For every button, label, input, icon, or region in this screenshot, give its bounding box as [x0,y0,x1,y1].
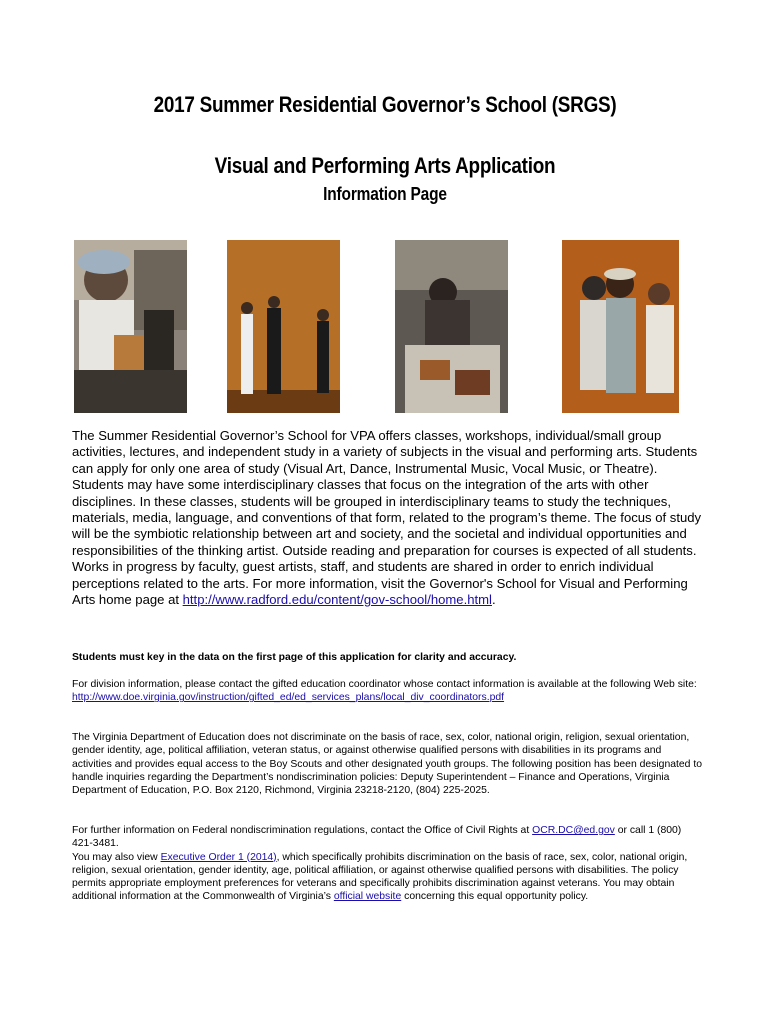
nondiscrimination-statement: The Virginia Department of Education does not discriminate on the basis of race, sex, color, national origin, religion, sexual orientation, gender identity, age, political affiliation, veteran status, or against otherwise qualified persons with disabilities in its programs and activities and provides equal access to the Boy Scouts and other designated youth groups. The following position has been designated to handle inquiries regarding the Department’s nondiscrimination policies: Deputy Superintendent – Finance and Operations, Virginia Department of Education, P.O. Box 2120, Richmond, Virginia 23218-2120, (804) 225-2025. [72,732,703,797]
federal-text-1: For further information on Federal nondiscrimination regulations, contact the Office of Civil Rights at [72,825,533,836]
intro-tail: . [491,592,496,608]
federal-text-3: You may also view [72,851,161,863]
gov-school-home-link[interactable]: http://www.radford.edu/content/gov-school/home.html [182,592,492,608]
photo-performers [562,240,679,413]
information-page-heading: Information Page [323,184,447,204]
application-title: Visual and Performing Arts Application [214,153,556,178]
division-coordinators-link[interactable]: http://www.doe.virginia.gov/instruction/gifted_ed/ed_services_plans/local_div_coordinators.pdf [72,692,505,704]
executive-order-link[interactable]: Executive Order 1 (2014) [160,851,277,863]
federal-text-4: , which specifically prohibits discrimination on the basis of race, sex, color, national origin, religion, sexual orientation, gender identity, age, political affiliation, or against otherwise qualified persons with disabilities. The policy permits appropriate employment preferences for veterans and specifically prohibits discrimination against veterans. You may obtain additional information at the Commonwealth of Virginia’s [72,851,688,903]
data-entry-notice: Students must key in the data on the first page of this application for clarity and accuracy. [72,652,517,663]
photo-student-crafting [395,240,508,413]
official-website-link[interactable]: official website [333,891,402,903]
photo-dancers-on-stage [227,240,340,413]
ocr-email-link[interactable]: OCR.DC@ed.gov [532,825,615,836]
photo-student-with-art [74,240,187,413]
division-info [72,678,704,705]
division-text: For division information, please contact the gifted education coordinator whose contact information is available at the following Web site: [72,679,697,690]
federal-text-5: concerning this equal opportunity policy. [401,891,589,903]
intro-text: The Summer Residential Governor’s School for VPA offers classes, workshops, individual/small group activities, lectures, and independent study in a variety of subjects in the visual and performing arts. Students can apply for only one area of study (Visual Art, Dance, Instrumental Music, Vocal Music, or Theatre). Students may have some interdisciplinary classes that focus on the integration of the arts with other disciplines. In these classes, students will be grouped in interdisciplinary teams to study the techniques, materials, media, language, and conventions of that form, related to the program’s theme. The focus of study will be the symbiotic relationship between art and society, and the societal and individual opportunities and responsibilities of the thinking artist. Outside reading and preparation for courses is expected of all students. Works in progress by faculty, guest artists, staff, and students are shared in order to enrich individual perceptions related to the arts. For more information, visit the Governor's School for Visual and Performing Arts home page at [72,428,702,608]
federal-text-2: or call 1 (800) 421-3481. [72,825,682,850]
program-description [72,428,704,608]
document-title: 2017 Summer Residential Governor’s School (SRGS) [153,92,617,117]
federal-info [72,824,704,904]
